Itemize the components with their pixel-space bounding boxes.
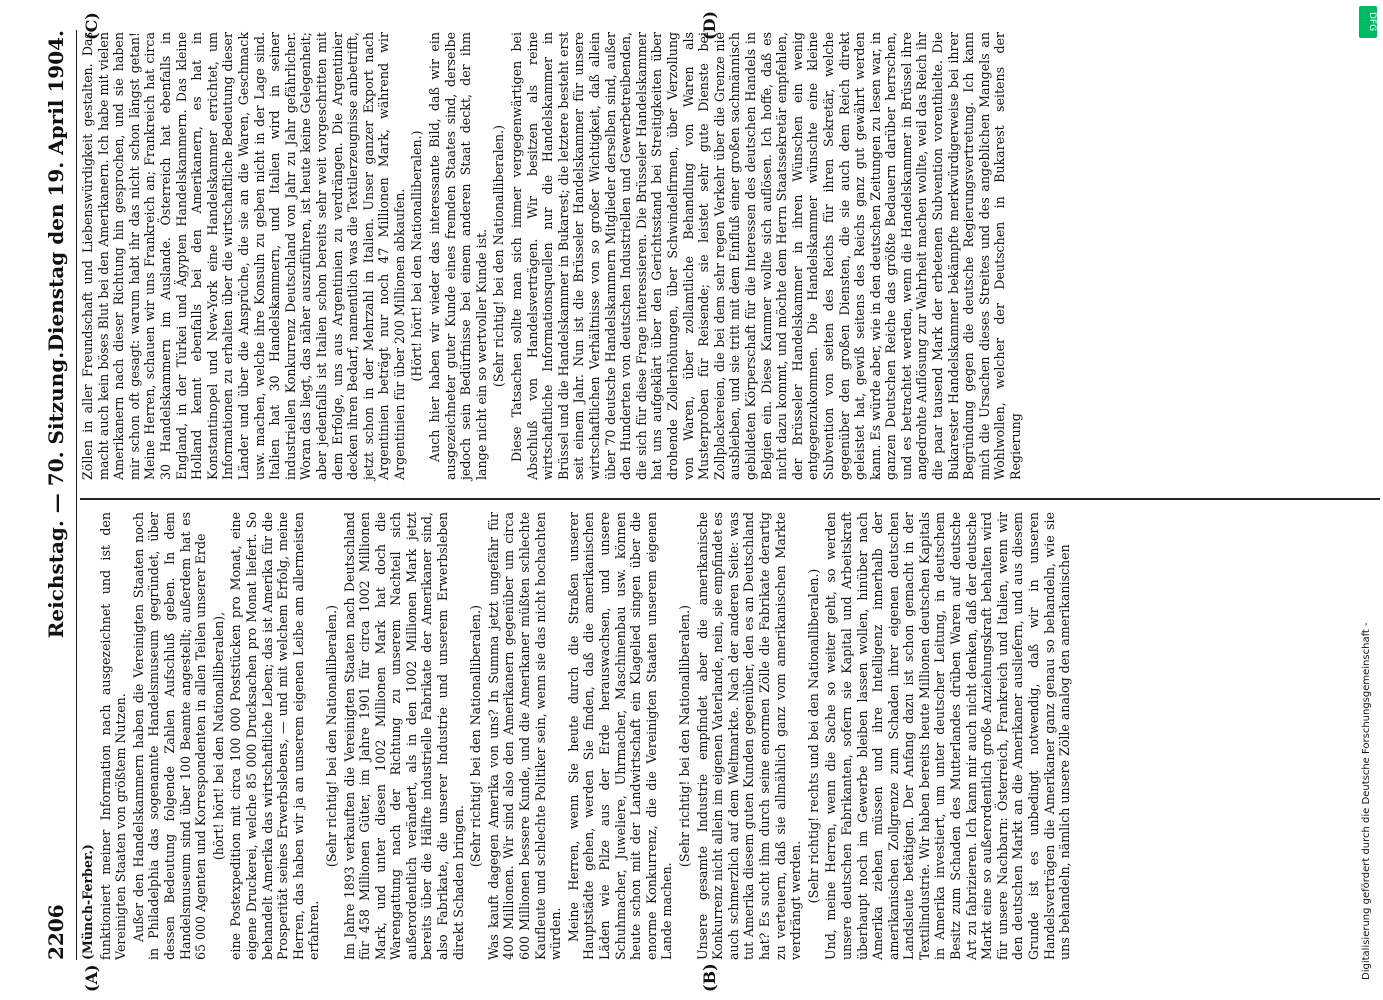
paragraph: (Sehr richtig! bei den Nationalliberalen.) — [468, 604, 484, 868]
paragraph: Was kauft dagegen Amerika von uns? In Summa jetzt ungefähr für 400 Millionen. Wir sind also den Amerikanern gegenüber um circa 600 Millionen bessere Kunde, und die Amerikaner müßten schlechte Kaufleute und schlechte Politiker sein, wenn sie das nicht hochachten würden. — [485, 512, 564, 960]
digitization-credit: Digitalisierung gefördert durch die Deutsche Forschungsgemeinschaft - — [1361, 622, 1372, 980]
paragraph: (Sehr richtig! bei den Nationalliberalen.) — [491, 124, 507, 388]
paragraph: funktioniert meiner Information nach ausgezeichnet und ist den Vereinigten Staaten von größtem Nutzen. — [97, 512, 129, 960]
paragraph: Auch hier haben wir wieder das interessante Bild, daß wir ein ausgezeichneter guter Kunde eines fremden Staates sind, derselbe jedoch sein Bedürfnisse bei einem anderen Staat deckt, der ihm lange nicht ein so wertvoller Kunde ist. — [427, 32, 489, 480]
paragraph: Unsere gesamte Industrie empfindet aber die amerikanische Konkurrenz nicht allein im eigenen Vaterlande, nein, sie empfindet es auch schmerzlich auf dem Weltmarkte. Nach der anderen Seite: was tut Amerika diesem guten Kunden gegenüber, den es an Deutschland hat? Es sucht ihm durch seine enormen Zölle die Fabrikate derartig zu verteuern, daß sie allmählich ganz vom amerikanischen Markte verdrängt werden. — [694, 512, 804, 960]
margin-marker-a: (A) — [82, 964, 101, 992]
dfg-logo: DFG — [1359, 6, 1377, 38]
margin-marker-d: (D) — [700, 10, 719, 40]
paragraph: Meine Herren, wenn Sie heute durch die Straßen unserer Hauptstädte gehen, werden Sie finden, daß die amerikanischen Läden wie Pilze aus der Erde herauswachsen, und unsere Schuhmacher, Juweliere, Uhrmacher, Maschinenbau usw. können heute schon mit der Landwirtschaft ein Klagelied singen über die enorme Konkurrenz, die die Vereinigten Staaten unserem eigenen Lande machen. — [565, 512, 675, 960]
margin-marker-c: (C) — [82, 12, 101, 40]
header-rule — [76, 30, 77, 960]
paragraph: Im Jahre 1893 verkauften die Vereinigten Staaten nach Deutschland für 458 Millionen Güter, im Jahre 1901 für circa 1002 Millionen Mark, und unter diesen 1002 Millionen Mark hat doch die Warengattung nach der Richtung zu unserem Nachteil sich außerordentlich verändert, als in den 1002 Millionen Mark jetzt bereits über die Hälfte industrielle Fabrikate der Amerikaner sind, also Fabrikate, die unserer Industrie und unserem Erwerbsleben direkt Schaden bringen. — [341, 512, 466, 960]
margin-marker-b: (B) — [700, 963, 719, 992]
paragraph: (hört! hört! bei den Nationalliberalen), — [210, 611, 226, 861]
paragraph: Diese Tatsachen sollte man sich immer vergegenwärtigen bei Abschluß von Handelsverträgen. Wir besitzen als reine wirtschaftliche Informationsquellen nur die Handelskammer in Brüssel und die Handelskammer in Bukarest; die letztere besteht erst seit einem Jahr. Nun ist die Brüsseler Handelskammer für unsere wirtschaftlichen Verhältnisse von so großer Wichtigkeit, daß allein über 70 deutsche Handelskammern Mitglieder derselben sind, außer den Hunderten von deutschen Industriellen und Gewerbetreibenden, die sich für diese Frage interessieren. Die Brüsseler Handelskammer hat uns aufgeklärt über den Gerichtsstand bei Streitigkeiten über drohende Zollerhöhungen, über Schwindelfirmen, über Verzollung von Waren, über zollamtliche Behandlung von Waren als Musterproben für Reisende; sie leistet sehr gute Dienste bei Zollplackereien, die bei dem sehr regen Verkehr über die Grenze nie ausbleiben, und sie tritt mit dem Einfluß einer großen sachmännisch gebildeten Körperschaft für die Interessen des deutschen Handels in Belgien ein. Diese Kammer wollte sich auflösen. Ich hoffe, daß es nicht dazu kommt, und möchte dem Herrn Staatssekretär empfehlen, der Brüsseler Handelskammer in ihren Wünschen ein wenig entgegenzukommen. Die Handelskammer wünschte eine kleine Subvention von seiten des Reichs für ihren Sekretär, welche gegenüber den großen Diensten, die sie auch dem Reich direkt geleistet hat, gewiß seitens des Reichs ganz gut gewährt werden kann. Es würde aber, wie in den deutschen Zeitungen zu lesen war, in ganzen Deutschen Reiche das größte Bedauern darüber herrschen, und es betrachtet werden, wenn die Handelskammer in Brüssel ihre angedrohte Auflösung zur Wahrheit machen wollte, weil das Reich ihr die paar tausend Mark der erbetenen Subvention vorenthielte. Die Bukarester Handelskammer bekämpfte merkwürdigerweise bei ihrer Begründung gegen die deutsche Regierungsvertretung. Ich kann mich die Ursachen dieses Streites und des angeblichen Mangels an Wohlwollen, welcher der Deutschen in Bukarest seitens der Regierung — [509, 31, 1024, 480]
paragraph: (Münch-Ferber.) — [80, 844, 95, 960]
left-column — [80, 512, 1075, 960]
paragraph: (Sehr richtig! bei den Nationalliberalen.) — [676, 604, 692, 868]
paragraph: (Sehr richtig! bei den Nationalliberalen.) — [323, 604, 339, 868]
page-header — [40, 30, 76, 960]
paragraph: eine Postexpedition mit circa 100 000 Poststücken pro Monat, eine eigene Druckerei, welche 85 000 Drucksachen pro Monat liefert. So behandelt Amerika das wirtschaftliche Leben; das ist Amerika für die Prosperität seines Erwerbslebens, — und mit welchem Erfolg, meine Herren, das haben wir ja an unserem eigenen Leibe am allermeisten erfahren. — [228, 512, 322, 960]
session-title: Reichstag. — 70. Sitzung. — [44, 351, 68, 639]
session-date: Dienstag den 19. April 1904. — [44, 30, 68, 352]
paragraph: (Sehr richtig! rechts und bei den Nationalliberalen.) — [805, 568, 821, 904]
paragraph: Zöllen in aller Freundschaft und Liebenswürdigkeit gestalten. Das macht auch kein böses Blut bei den Amerikanern. Ich habe mit vielen Amerikanern nach dieser Richtung hin gesprochen, und sie haben mir schon oft gesagt: warum habt ihr das nicht schon längst getan! Meine Herren, schauen wir uns Frankreich an; Frankreich hat circa 30 Handelskammern im Auslande. Österreich hat ebenfalls in England, in der Türkei und Ägypten Handelskammern. Das kleine Holland kennt ebenfalls bei den Amerikanern, es hat in Konstantinopel und New-York eine Handelskammer errichtet, um Informationen zu erhalten über die wirtschaftliche Bedeutung dieser Länder und über die Ansprüche, die sie an die Waren, Geschmack usw. machen, welche ihre Konsuln zu geben nicht in der Lage sind. Italien hat 30 Handelskammern, und Italien wird in seiner industriellen Konkurrenz Deutschland von Jahr zu Jahr gefährlicher. Woran das liegt, das näher auszuführen, ist heute keine Gelegenheit; aber jedenfalls ist Italien schon bereits sehr weit vorgeschritten mit dem Erfolge, uns aus Argentinien zu verdrängen. Die Argentinier decken ihren Bedarf, namentlich was die Textilerzeugnisse anbetrifft, jetzt schon in der Mehrzahl in Italien. Unser ganzer Export nach Argentinien beträgt nur noch 47 Millionen Mark, während wir Argentinien für über 200 Millionen abkaufen. — [80, 32, 407, 480]
column-divider — [80, 498, 1380, 500]
paragraph: Und, meine Herren, wenn die Sache so weiter geht, so werden unsere deutschen Fabrikanten, sofern sie Kapital und Arbeitskraft überhaupt noch im Gewerbe bleiben lassen wollen, hinüber nach Amerika ziehen müssen und ihre Intelligenz innerhalb der amerikanischen Zollgrenze zum Schaden ihrer eigenen deutschen Landsleute betätigen. Der Anfang dazu ist schon gemacht in der Textilindustrie. Wir haben bereits heute Millionen deutschen Kapitals in Amerika investiert, um unter deutscher Leitung, in deutschem Besitz zum Schaden des Mutterlandes drüben Waren auf deutsche Art zu fabrizieren. Ich kann mir auch nicht denken, daß der deutsche Markt eine so außerordentlich große Anziehungskraft behalten wird für unsere Nachbarn: Österreich, Frankreich und Italien, wenn wir den deutschen Markt an die Amerikaner ausliefern, und aus diesem Grunde ist es unbedingt notwendig, daß wir in unseren Handelsverträgen die Amerikaner ganz genau so behandeln, wie sie uns behandeln, nämlich unsere Zölle analog den amerikanischen — [823, 512, 1073, 960]
paragraph: Außer den Handelskammern haben die Vereinigten Staaten noch in Philadelphia das sogenannte Handelsmuseum gegründet, über dessen Bedeutung folgende Zahlen Aufschluß geben. In dem Handelsmuseum sind über 100 Beamte angestellt; außerdem hat es 65 000 Agenten und Korrespondenten in allen Teilen unserer Erde — [130, 512, 209, 960]
page-number: 2206 — [44, 904, 68, 960]
paragraph: (Hört! hört! bei den Nationalliberalen.) — [409, 130, 425, 382]
right-column — [80, 32, 1026, 480]
